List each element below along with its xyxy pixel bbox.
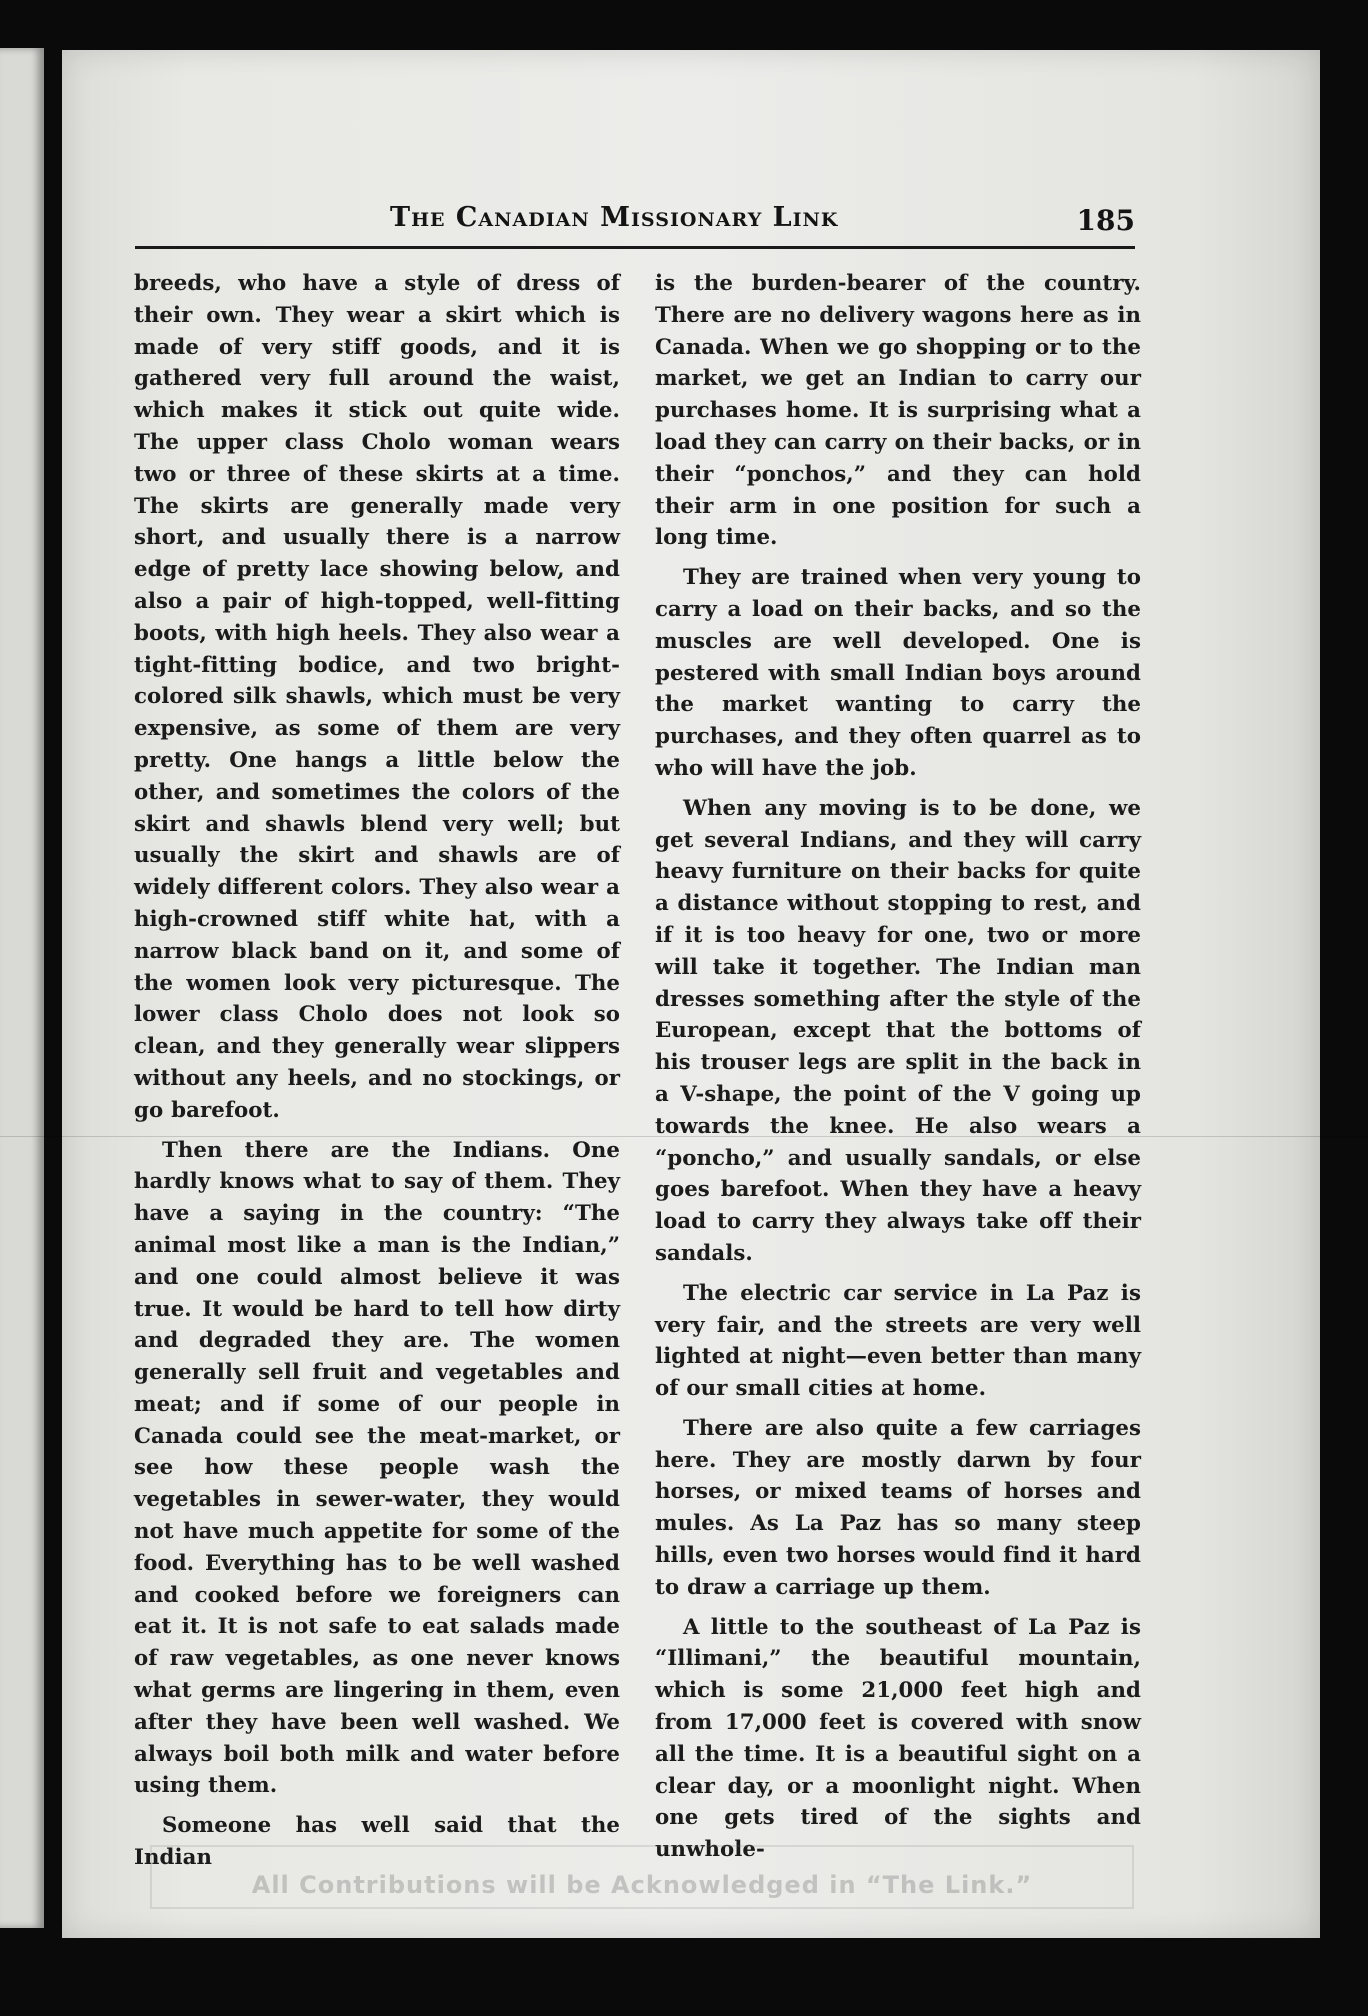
right-column: [655, 268, 1141, 1866]
paragraph: When any moving is to be done, we get several Indians, and they will carry heavy furniture on their backs for quite a distance without stopping to rest, and if it is too heavy for one, two or more will take it together. The Indian man dresses something after the style of the European, except that the bottoms of his trouser legs are split in the back in a V-shape, the point of the V going up towards the knee. He also wears a “poncho,” and usually sandals, or else goes barefoot. When they have a heavy load to carry they always take off their sandals.: [655, 795, 1141, 1266]
bleed-through-footer-text: All Contributions will be Acknowledged in “The Link.”: [251, 1871, 1033, 1899]
paragraph: is the burden-bearer of the country. There are no delivery wagons here as in Canada. When we go shopping or to the market, we get an Indian to carry our purchases home. It is surprising what a load they can carry on their backs, or in their “ponchos,” and they can hold their arm in one position for such a long time.: [655, 271, 1141, 551]
paragraph: Someone has well said that the Indian: [134, 1813, 620, 1871]
running-header: [135, 200, 1135, 249]
left-column: [134, 268, 620, 1874]
page-fold-line: [0, 1136, 1368, 1137]
page-number: 185: [1076, 204, 1135, 237]
journal-title: The Canadian Missionary Link: [390, 202, 839, 233]
paragraph: The electric car service in La Paz is very fair, and the streets are very well lighted at night—even better than many of our small cities at home.: [655, 1280, 1141, 1402]
adjacent-page-edge: [0, 48, 44, 1928]
paragraph: They are trained when very young to carry a load on their backs, and so the muscles are well developed. One is pestered with small Indian boys around the market wanting to carry the purchases, and they often quarrel as to who will have the job.: [655, 565, 1141, 781]
bleed-through-footer-box: [150, 1845, 1134, 1909]
paragraph: Then there are the Indians. One hardly knows what to say of them. They have a saying in the country: “The animal most like a man is the Indian,” and one could almost believe it was true. It would be hard to tell how dirty and degraded they are. The women generally sell fruit and vegetables and meat; and if some of our people in Canada could see the meat-market, or see how these people wash the vegetables in sewer-water, they would not have much appetite for some of the food. Everything has to be well washed and cooked before we foreigners can eat it. It is not safe to eat salads made of raw vegetables, as one never knows what germs are lingering in them, even after they have been well washed. We always boil both milk and water before using them.: [134, 1137, 620, 1799]
paragraph: breeds, who have a style of dress of their own. They wear a skirt which is made of very stiff goods, and it is gathered very full around the waist, which makes it stick out quite wide. The upper class Cholo woman wears two or three of these skirts at a time. The skirts are generally made very short, and usually there is a narrow edge of pretty lace showing below, and also a pair of high-topped, well-fitting boots, with high heels. They also wear a tight-fitting bodice, and two bright-colored silk shawls, which must be very expensive, as some of them are very pretty. One hangs a little below the other, and sometimes the colors of the skirt and shawls blend very well; but usually the skirt and shawls are of widely different colors. They also wear a high-crowned stiff white hat, with a narrow black band on it, and some of the women look very picturesque. The lower class Cholo does not look so clean, and they generally wear slippers without any heels, and no stockings, or go barefoot.: [134, 271, 620, 1123]
paragraph: A little to the southeast of La Paz is “Illimani,” the beautiful mountain, which is some 21,000 feet high and from 17,000 feet is covered with snow all the time. It is a beautiful sight on a clear day, or a moonlight night. When one gets tired of the sights and unwhole-: [655, 1614, 1141, 1863]
paragraph: There are also quite a few carriages here. They are mostly darwn by four horses, or mixed teams of horses and mules. As La Paz has so many steep hills, even two horses would find it hard to draw a carriage up them.: [655, 1415, 1141, 1600]
